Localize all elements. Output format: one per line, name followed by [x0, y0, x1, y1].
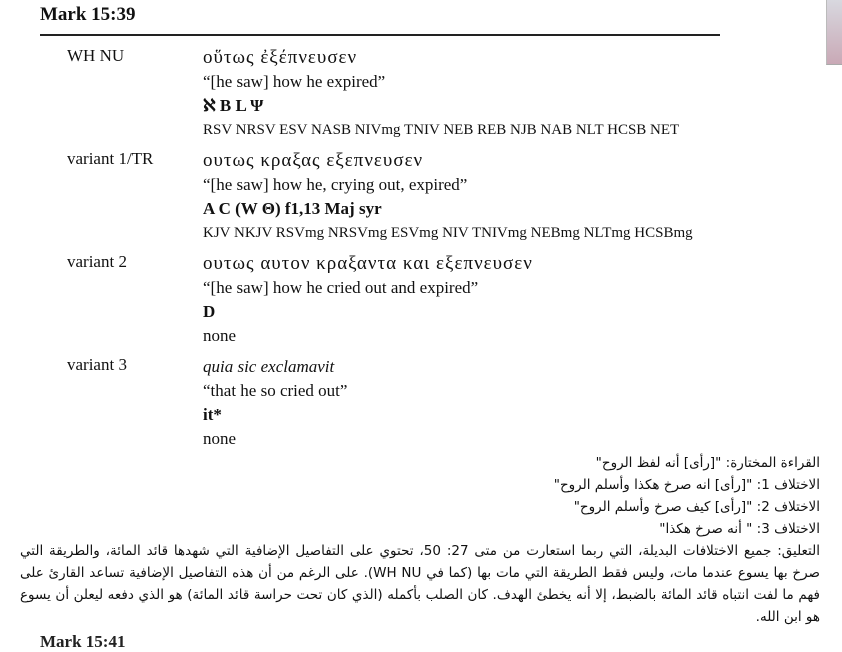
heading-rule	[40, 34, 720, 36]
side-thumbnail[interactable]	[826, 0, 842, 65]
manuscript-witnesses: ℵ B L Ψ	[203, 96, 264, 115]
reading-label: WH NU	[67, 46, 125, 65]
translation: “that he so cried out”	[203, 381, 348, 400]
arabic-translation-block	[20, 452, 820, 628]
reference-heading: Mark 15:39	[40, 4, 136, 25]
manuscript-witnesses: it*	[203, 405, 222, 424]
arabic-variant-1: الاختلاف 1: "[رأى] انه صرخ هكذا وأسلم الروح"	[553, 477, 820, 493]
manuscript-witnesses: D	[203, 302, 216, 321]
reading-label: variant 1/TR	[67, 149, 154, 168]
version-list: none	[203, 326, 237, 345]
arabic-commentary: التعليق: جميع الاختلافات البديلة، التي ربما استعارت من متى 27: 50، تحتوي على التفاصيل الإضافية التي شهدها قائد المائة، والطريقة التي صرخ بها يسوع عندما مات، وليس فقط الطريقة التي مات بها (كما في WH NU). على الرغم من أن هذه التفاصيل الإضافية تساعد القارئ على فهم ما لفت انتباه قائد المائة بالضبط، إلا أنه يخطئ الهدف. كان الصلب بأكمله (الذي كان تحت حراسة قائد المائة) هو الذي دفعه ليعلن أن يسوع هو ابن الله.	[20, 543, 820, 625]
reading-label: variant 3	[67, 355, 127, 374]
arabic-variant-2: الاختلاف 2: "[رأى] كيف صرخ وأسلم الروح"	[573, 499, 820, 515]
arabic-variant-3: الاختلاف 3: " أنه صرخ هكذا"	[659, 521, 820, 537]
greek-reading: οὕτως ἐξέπνευσεν	[203, 47, 358, 68]
translation: “[he saw] how he, crying out, expired”	[203, 175, 468, 194]
manuscript-witnesses: A C (W Θ) f1,13 Maj syr	[203, 199, 382, 218]
greek-reading: ουτως κραξας εξεπνευσεν	[203, 150, 424, 171]
translation: “[he saw] how he expired”	[203, 72, 386, 91]
reading-label: variant 2	[67, 252, 127, 271]
translation: “[he saw] how he cried out and expired”	[203, 278, 479, 297]
next-reference-heading: Mark 15:41	[40, 632, 126, 651]
version-list: RSV NRSV ESV NASB NIVmg TNIV NEB REB NJB NAB NLT HCSB NET	[203, 122, 680, 138]
version-list: none	[203, 429, 237, 448]
arabic-selected-reading: القراءة المختارة: "[رأى] أنه لفظ الروح"	[595, 455, 820, 471]
version-list: KJV NKJV RSVmg NRSVmg ESVmg NIV TNIVmg NEBmg NLTmg HCSBmg	[203, 225, 693, 241]
greek-reading: ουτως αυτον κραξαντα και εξεπνευσεν	[203, 253, 533, 274]
latin-reading: quia sic exclamavit	[203, 357, 335, 376]
